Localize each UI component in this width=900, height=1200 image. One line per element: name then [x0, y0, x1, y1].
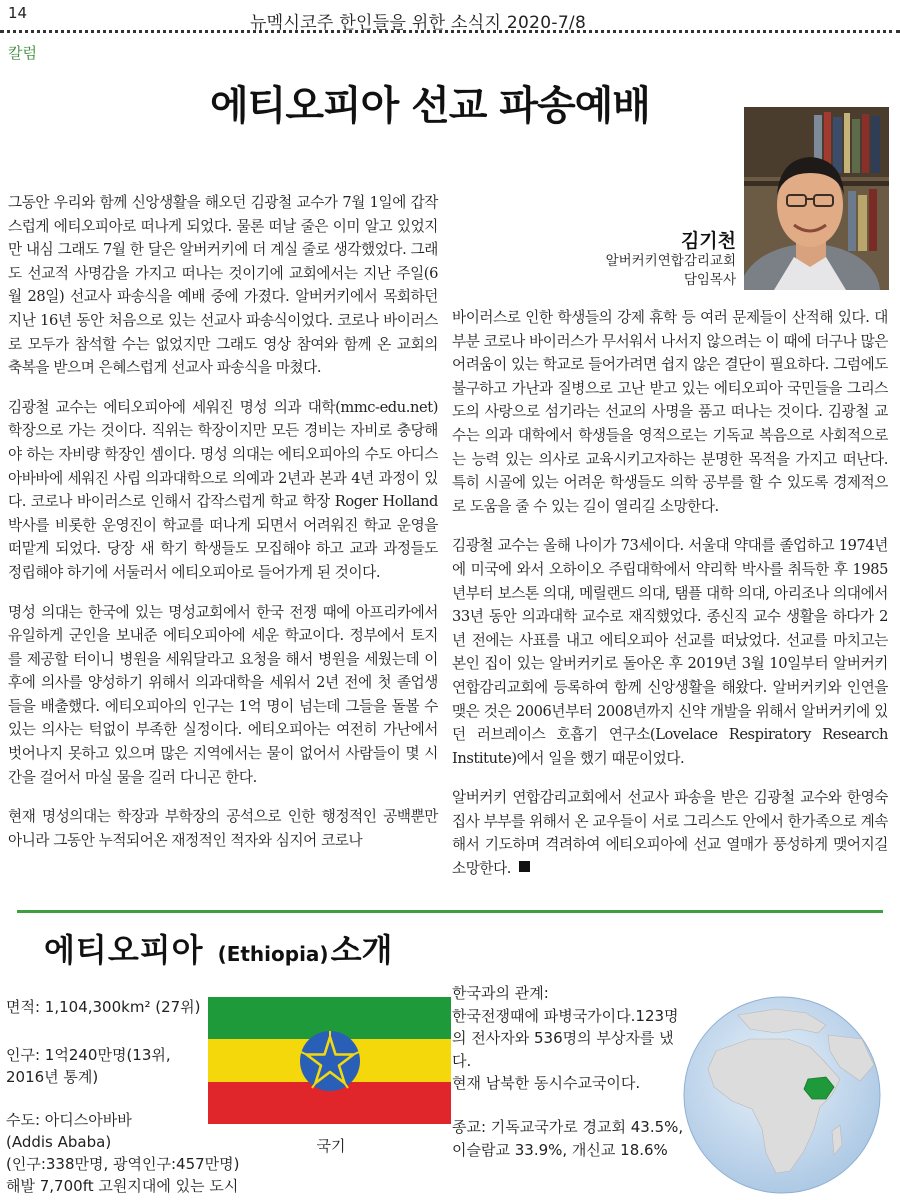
section-divider	[17, 910, 883, 913]
fact-capital-line: (Addis Ababa)	[6, 1133, 112, 1151]
intro-title-korean: 에티오피아	[44, 931, 204, 969]
header-divider	[0, 30, 900, 33]
fact-area: 면적: 1,104,300km² (27위)	[6, 998, 201, 1016]
article-paragraph: 그동안 우리와 함께 신앙생활을 해오던 김광철 교수가 7월 1일에 갑작스럽게 에티오피아로 떠나게 되었다. 물론 떠날 줄은 이미 알고 있었지만 내심 그래도 7월 한 달은 알버커키에 더 계실 줄로 생각했었다. 그래도 선교적 사명감을 가지고 떠나는 것이기에 교회에서는 지난 주일(6월 28일) 선교사 파송식을 예배 중에 가졌다. 알버커키에서 목회하던 지난 16년 동안 처음으로 있는 선교사 파송식이었다. 코로나 바이러스로 모두가 참석할 수는 없었지만 그래도 영상 참여와 함께 온 교회의 축복을 받으며 은혜스럽게 선교사 파송식을 마쳤다.	[8, 194, 438, 377]
intro-box-title	[44, 925, 392, 971]
article-paragraph: 김광철 교수는 올해 나이가 73세이다. 서울대 약대를 졸업하고 1974년에 미국에 와서 오하이오 주립대학에서 약리학 박사를 취득한 후 1985년부터 보스톤 의대, 메릴랜드 의대, 탬플 대학 의대, 아리조나 의대에서 33년 동안 의과대학 교수로 재직했었다. 종신직 교수 생활을 하다가 2년 전에는 사표를 내고 에티오피아 선교를 떠났었다. 선교를 마치고는 본인 집이 있는 알버커키로 돌아온 후 2019년 3월 10일부터 알버커키 연합감리교회에 등록하여 함께 신앙생활을 해왔다. 알버커키와 인연을 맺은 것은 2006년부터 2008년까지 신약 개발을 위해서 알버커키에 있던 러브레이스 호흡기 연구소(Lovelace Respiratory Research Institute)에서 일을 했기 때문이었다.	[452, 537, 888, 767]
article-paragraph: 바이러스로 인한 학생들의 강제 휴학 등 여러 문제들이 산적해 있다. 대부분 코로나 바이러스가 무서워서 나서지 않으려는 이 때에 더구나 많은 어려움이 있는 학교로 들어가려면 쉽지 않은 결단이 필요하다. 그럼에도 불구하고 가난과 질병으로 고난 받고 있는 에티오피아 국민들을 그리스도의 사랑으로 섬기라는 선교의 사명을 품고 떠나는 것이다. 김광철 교수는 의과 대학에서 학생들을 영적으로는 기독교 복음으로 사회적으로는 능력 있는 의사로 교육시키고자하는 분명한 목적을 가지고 떠난다. 특히 시골에 있는 어려운 학생들도 의학 공부를 할 수 있도록 경제적으로 도움을 줄 수 있는 길이 열리길 소망한다.	[452, 309, 888, 515]
article-paragraph: 현재 명성의대는 학장과 부학장의 공석으로 인한 행정적인 공백뿐만 아니라 그동안 누적되어온 재정적인 적자와 심지어 코로나	[8, 808, 438, 849]
article-right-column	[452, 306, 888, 897]
article-paragraph: 김광철 교수는 에티오피아에 세워진 명성 의과 대학(mmc-edu.net) 학장으로 가는 것이다. 직위는 학장이지만 모든 경비는 자비로 충당해야 하는 자비량 학장인 셈이다. 명성 의대는 에티오피아의 수도 아디스아바바에 세워진 사립 의과대학으로 의예과 2년과 본과 4년 과정이 있다. 코로나 바이러스로 인해서 갑작스럽게 학교 학장 Roger Holland박사를 비롯한 운영진이 학교를 떠나게 되면서 어려워진 학교 운영을 떠맡게 되었다. 당장 새 학기 학생들도 모집해야 하고 교과 과정들도 정립해야 하기에 서둘러서 에티오피아로 들어가게 된 것이다.	[8, 398, 438, 581]
korea-relations	[452, 982, 684, 1095]
intro-title-latin: (Ethiopia)	[217, 942, 329, 966]
religion-line: 종교: 기독교국가로 경교회 43.5%, 이슬람교 33.9%, 개신교 18.6%	[452, 1118, 684, 1159]
ethiopia-flag	[208, 997, 451, 1124]
author-role: 담임목사	[683, 272, 736, 288]
flag-star-emblem-icon	[299, 1030, 361, 1092]
ethiopia-location-globe-icon	[680, 995, 885, 1195]
article-paragraph-final	[452, 786, 888, 880]
intro-title-suffix: 소개	[330, 931, 393, 969]
article-left-column	[8, 191, 438, 868]
relations-line: 현재 남북한 동시수교국이다.	[452, 1074, 641, 1092]
fact-capital-line: (인구:338만명, 광역인구:457만명)	[6, 1155, 240, 1173]
religion-facts	[452, 1116, 684, 1161]
article-paragraph-text: 알버커키 연합감리교회에서 선교사 파송을 받은 김광철 교수와 한영숙 집사 부부를 위해서 온 교우들이 서로 그리스도 안에서 한가족으로 계속해서 기도하며 격려하여 에티오피아에 선교 열매가 풍성하게 맺어지길 소망한다.	[452, 789, 888, 878]
relations-line: 한국전쟁때에 파병국가이다.123명의 전사자와 536명의 부상자를 냈다.	[452, 1006, 679, 1070]
article-title: 에티오피아 선교 파송예배	[210, 83, 650, 129]
author-portrait-image	[744, 107, 889, 290]
section-label: 칼럼	[8, 44, 37, 62]
fact-capital-line: 해발 7,700ft 고원지대에 있는 도시	[6, 1177, 239, 1195]
author-name: 김기천	[680, 230, 736, 252]
fact-population: 인구: 1억240만명(13위, 2016년 통계)	[6, 1046, 171, 1086]
publication-title: 뉴멕시코주 한인들을 위한 소식지 2020-7/8	[250, 13, 587, 33]
article-paragraph: 명성 의대는 한국에 있는 명성교회에서 한국 전쟁 때에 아프리카에서 유일하게 군인을 보내준 에티오피아에 세운 학교이다. 정부에서 토지를 제공할 터이니 병원을 세워달라고 요청을 해서 병원을 세웠는데 이후에 의사를 양성하기 위해서 의과대학을 세워서 2년 전에 첫 졸업생들을 배출했다. 에티오피아의 인구는 1억 명이 넘는데 그들을 돌볼 수 있는 의사는 턱없이 부족한 실정이다. 에티오피아는 여전히 가난에서 벗어나지 못하고 있으며 많은 지역에서는 물이 없어서 사람들이 몇 시간을 걸어서 마실 물을 길러 다니곤 한다.	[8, 603, 438, 786]
author-photo	[744, 107, 889, 290]
page-number: 14	[8, 4, 28, 22]
fact-capital-line: 수도: 아디스아바바	[6, 1111, 132, 1129]
flag-caption: 국기	[316, 1137, 346, 1155]
author-church: 알버커키연합감리교회	[605, 253, 736, 269]
relations-line: 한국과의 관계:	[452, 984, 549, 1002]
end-of-article-mark	[519, 861, 530, 872]
